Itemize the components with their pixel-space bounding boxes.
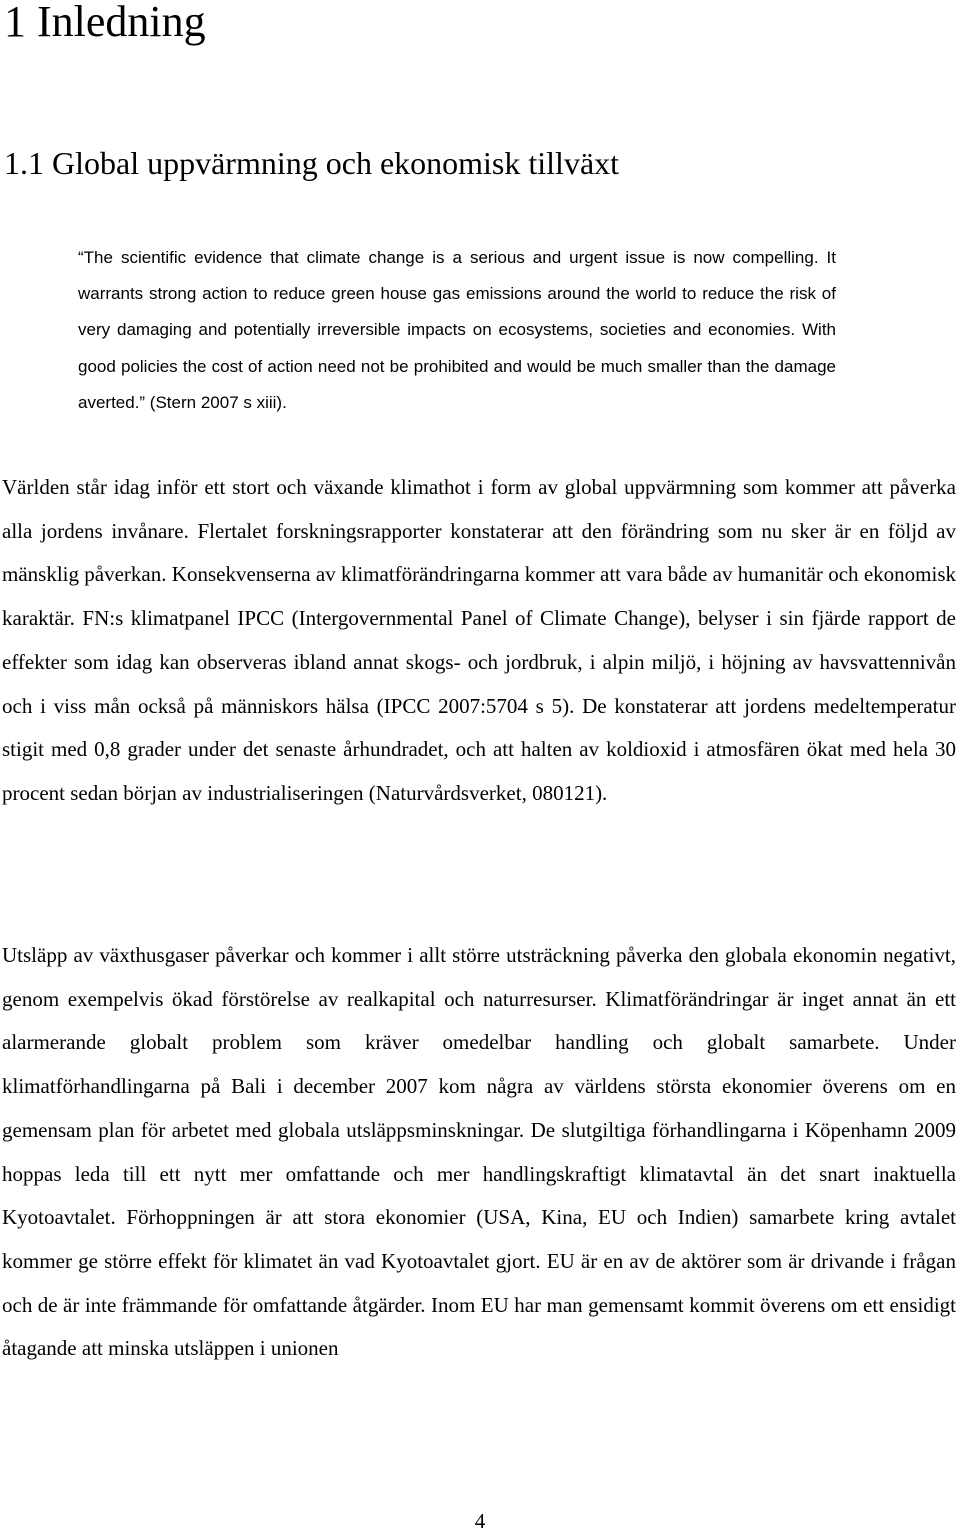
chapter-title: 1 Inledning (4, 0, 206, 46)
page-number: 4 (474, 1509, 486, 1533)
body-paragraph: Utsläpp av växthusgaser påverkar och kommer i allt större utsträckning påverka den globala ekonomin negativt, genom exempelvis ökad förstörelse av realkapital och naturresurser. Klimatförändringar är inget annat än ett alarmerande globalt problem som kräver omedelbar handling och globalt samarbete. Under klimatförhandlingarna på Bali i december 2007 kom några av världens största ekonomier överens om en gemensam plan för arbetet med globala utsläppsminskningar. De slutgiltiga förhandlingarna i Köpenhamn 2009 hoppas leda till ett nytt mer omfattande och mer handlingskraftigt klimatavtal än det snart inaktuella Kyotoavtalet. Förhoppningen är att stora ekonomier (USA, Kina, EU och Indien) samarbete kring avtalet kommer ge större effekt för klimatet än vad Kyotoavtalet gjort. EU är en av de aktörer som är drivande i frågan och de är inte främmande för omfattande åtgärder. Inom EU har man gemensamt kommit överens om ett ensidigt åtagande att minska utsläppen i unionen (2, 943, 956, 1361)
section-title: 1.1 Global uppvärmning och ekonomisk tillväxt (4, 145, 620, 181)
block-quote: “The scientific evidence that climate change is a serious and urgent issue is now compelling. It warrants strong action to reduce green house gas emissions around the world to reduce the risk of very damaging and potentially irreversible impacts on ecosystems, societies and economies. With good policies the cost of action need not be prohibited and would be much smaller than the damage averted.” (Stern 2007 s xiii). (78, 248, 836, 412)
body-paragraph: Världen står idag inför ett stort och växande klimathot i form av global uppvärmning som kommer att påverka alla jordens invånare. Flertalet forskningsrapporter konstaterar att den förändring som nu sker är en följd av mänsklig påverkan. Konsekvenserna av klimatförändringarna kommer att vara både av humanitär och ekonomisk karaktär. FN:s klimatpanel IPCC (Intergovernmental Panel of Climate Change), belyser i sin fjärde rapport de effekter som idag kan observeras ibland annat skogs- och jordbruk, i alpin miljö, i höjning av havsvattennivån och i viss mån också på människors hälsa (IPCC 2007:5704 s 5). De konstaterar att jordens medeltemperatur stigit med 0,8 grader under det senaste århundradet, och att halten av koldioxid i atmosfären ökat med hela 30 procent sedan början av industrialiseringen (Naturvårdsverket, 080121). (2, 475, 956, 805)
